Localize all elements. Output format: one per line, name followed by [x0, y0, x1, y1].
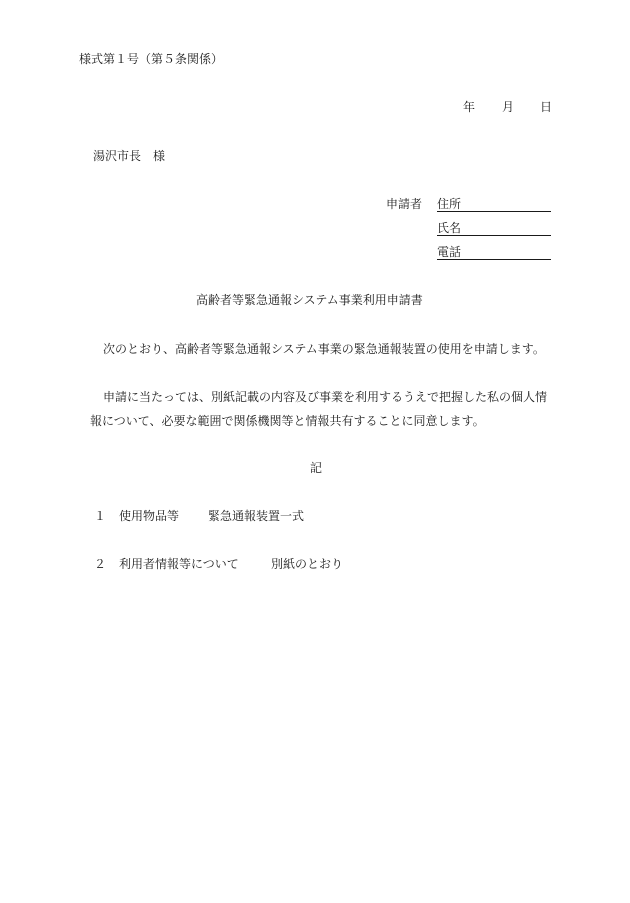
phone-underline — [437, 259, 551, 260]
item-1-number: １ — [94, 509, 107, 523]
body-paragraph-2: 申請に当たっては、別紙記載の内容及び事業を利用するうえで把握した私の個人情報について、必要な範囲で関係機関等と情報共有することに同意します。 — [90, 390, 548, 428]
address-label: 住所 — [437, 197, 462, 211]
form-number: 様式第１号（第５条関係） — [79, 52, 224, 66]
phone-label: 電話 — [437, 245, 462, 259]
addressee: 湯沢市長 様 — [93, 149, 166, 163]
name-label: 氏名 — [437, 221, 462, 235]
item-1-value: 緊急通報装置一式 — [208, 509, 305, 523]
name-underline — [437, 235, 551, 236]
address-underline — [437, 211, 551, 212]
item-2-label: 利用者情報等について — [119, 557, 239, 571]
item-2-number: ２ — [94, 557, 107, 571]
date-year: 年 — [463, 100, 476, 114]
item-2-value: 別紙のとおり — [271, 557, 344, 571]
date-day: 日 — [540, 100, 553, 114]
document-title: 高齢者等緊急通報システム事業利用申請書 — [196, 293, 423, 307]
date-month: 月 — [502, 100, 515, 114]
item-1-label: 使用物品等 — [119, 509, 180, 523]
applicant-label: 申請者 — [386, 197, 423, 211]
body-paragraph-1: 次のとおり、高齢者等緊急通報システム事業の緊急通報装置の使用を申請します。 — [103, 342, 545, 356]
ki-heading: 記 — [310, 461, 323, 475]
